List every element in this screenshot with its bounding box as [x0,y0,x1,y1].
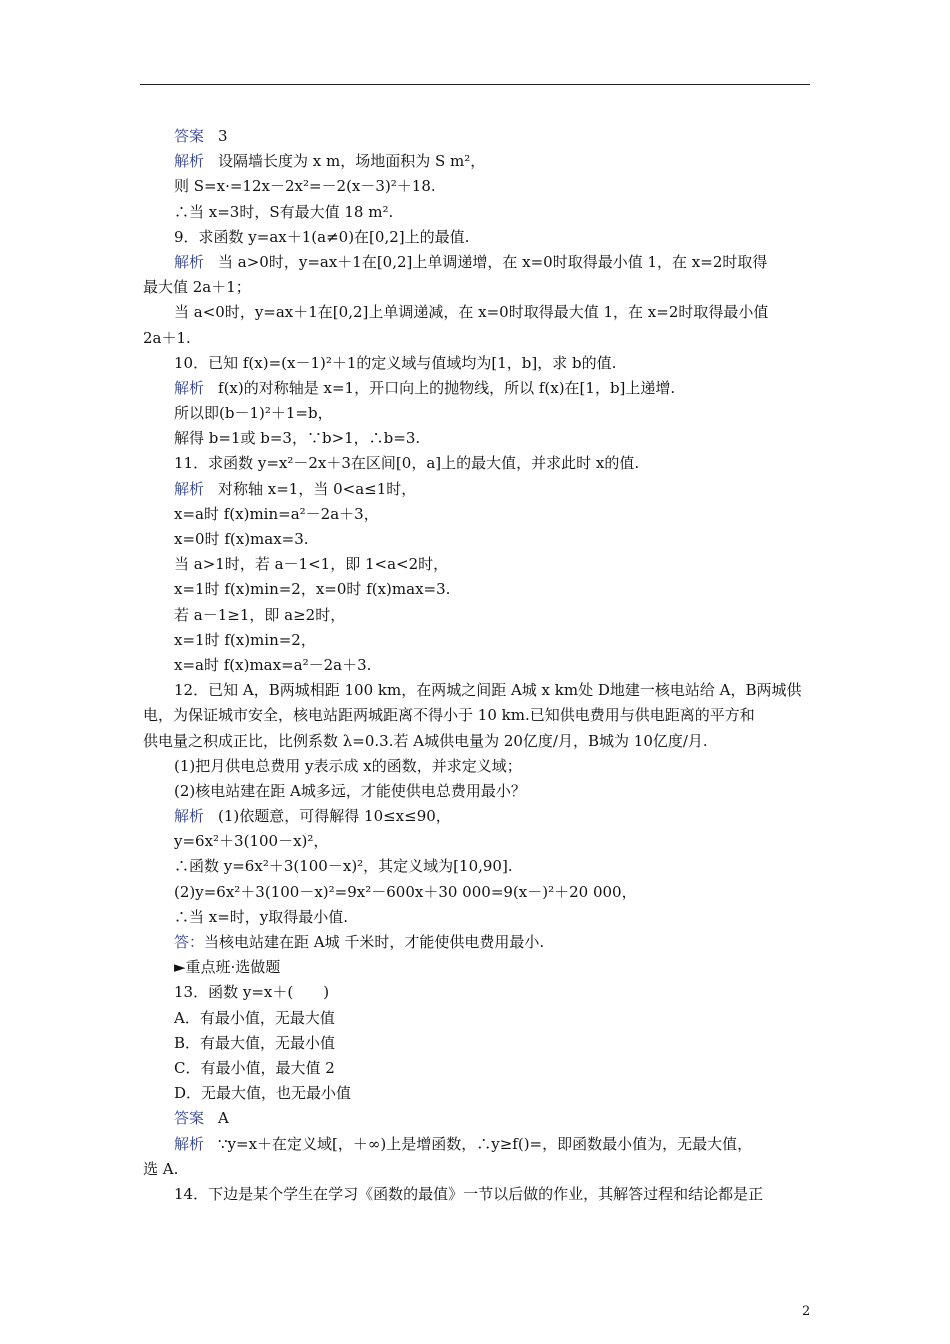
text-line [143,854,813,879]
text-line [143,1132,813,1157]
text-line [143,653,813,678]
text-line [143,603,813,628]
line-text: C．有最小值，最大值 2 [174,1058,335,1077]
text-line [143,552,813,577]
line-text: 解得 b=1或 b=3，∵b>1，∴b=3. [174,429,421,448]
line-label: 解析 [174,252,205,271]
line-label: 答： [174,933,205,951]
line-text: 3 [218,127,228,145]
line-text: 当 a<0时，y=ax＋1在[0,2]上单调递减，在 x=0时取得最大值 1，在 x=2时取得最小值 [174,303,769,322]
text-line [143,149,813,174]
line-text: (2)y=6x²＋3(100－x)²=9x²－600x＋30 000=9(x－)²＋20 000， [174,882,637,901]
line-text: 所以即(b－1)²＋1=b， [174,404,333,423]
line-label: 答案 [174,1109,205,1128]
line-text: x=0时 f(x)max=3. [174,530,309,548]
text-line [143,451,813,476]
line-text: (1)把月供电总费用 y表示成 x的函数，并求定义域； [174,756,522,775]
line-text: x=1时 f(x)min=2，x=0时 f(x)max=3. [174,580,451,599]
text-line [143,905,813,930]
text-line [143,678,813,703]
text-line [143,502,813,527]
text-line [143,1106,813,1131]
line-text: A [218,1109,229,1128]
text-line [143,703,813,728]
line-text: ∵y=x＋在定义域[，＋∞)上是增函数，∴y≥f()=，即函数最小值为，无最大值， [218,1134,753,1153]
line-text: 若 a－1≥1，即 a≥2时， [174,605,346,624]
line-text: 12．已知 A，B两城相距 100 km，在两城之间距 A城 x km处 D地建一核电站给 A，B两城供 [174,681,802,700]
text-line [143,1157,813,1182]
line-text: ∴函数 y=6x²＋3(100－x)²，其定义域为[10,90]. [174,857,513,876]
text-line [143,804,813,829]
text-line [143,955,813,980]
text-line [143,1056,813,1081]
line-text: 9．求函数 y=ax＋1(a≠0)在[0,2]上的最值. [174,227,470,246]
line-text: x=1时 f(x)min=2， [174,630,316,649]
text-line [143,351,813,376]
text-line [143,1182,813,1207]
line-text: (2)核电站建在距 A城多远，才能使供电总费用最小？ [174,781,526,800]
line-label: 解析 [174,152,205,171]
text-line [143,880,813,905]
text-line [143,1006,813,1031]
line-label: 解析 [174,1134,205,1153]
page-number: 2 [802,1304,811,1319]
line-text: 最大值 2a＋1； [143,278,251,297]
line-text: D．无最大值，也无最小值 [174,1084,352,1103]
text-line [143,225,813,250]
text-line [143,980,813,1005]
line-text: ►重点班·选做题 [174,958,281,977]
text-line [143,829,813,854]
text-line [143,174,813,199]
line-text: 当核电站建在距 A城 千米时，才能使供电费用最小. [204,933,545,951]
line-label: 解析 [174,807,205,826]
text-line [143,300,813,325]
line-text: B．有最大值，无最小值 [174,1033,336,1052]
text-line [143,779,813,804]
text-line [143,124,813,149]
line-text: y=6x²＋3(100－x)²， [174,832,329,851]
line-text: 14．下边是某个学生在学习《函数的最值》一节以后做的作业，其解答过程和结论都是正 [174,1184,764,1203]
line-text: x=a时 f(x)min=a²－2a＋3， [174,504,379,523]
line-text: 电，为保证城市安全，核电站距两城距离不得小于 10 km.已知供电费用与供电距离的平方和 [143,706,755,725]
line-text: 选 A. [143,1159,179,1178]
line-text: f(x)的对称轴是 x=1，开口向上的抛物线，所以 f(x)在[1，b]上递增. [218,378,676,397]
line-text: 当 a>0时，y=ax＋1在[0,2]上单调递增，在 x=0时取得最小值 1，在 x=2时取得 [218,252,768,271]
text-line [143,426,813,451]
line-label: 解析 [174,479,205,498]
line-text: 11．求函数 y=x²－2x＋3在区间[0，a]上的最大值，并求此时 x的值. [174,454,640,473]
text-line [143,1031,813,1056]
text-line [143,577,813,602]
text-line [143,250,813,275]
text-line [143,1081,813,1106]
text-line [143,275,813,300]
text-line [143,200,813,225]
text-line [143,326,813,351]
line-text: 对称轴 x=1，当 0<a≤1时， [218,479,417,498]
line-text: ∴当 x=3时，S有最大值 18 m². [174,202,394,221]
line-text: 13．函数 y=x＋( ) [174,983,330,1002]
line-text: 10．已知 f(x)=(x－1)²＋1的定义域与值域均为[1，b]，求 b的值. [174,353,617,372]
header-rule [140,84,810,85]
line-text: (1)依题意，可得解得 10≤x≤90， [218,807,451,826]
text-line [143,930,813,955]
text-line [143,477,813,502]
line-text: 当 a>1时，若 a－1<1，即 1<a<2时， [174,555,449,574]
line-label: 解析 [174,378,205,397]
text-line [143,754,813,779]
line-text: A．有最小值，无最大值 [174,1008,335,1027]
line-label: 答案 [174,127,205,145]
line-text: 则 S=x·=12x－2x²=－2(x－3)²＋18. [174,177,436,196]
line-text: x=a时 f(x)max=a²－2a＋3. [174,655,372,674]
line-text: ∴当 x=时，y取得最小值. [174,907,349,926]
line-text: 2a＋1. [143,328,191,347]
text-line [143,376,813,401]
line-text: 设隔墙长度为 x m，场地面积为 S m²， [218,152,486,171]
text-line [143,401,813,426]
text-line [143,628,813,653]
line-text: 供电量之积成正比，比例系数 λ=0.3.若 A城供电量为 20亿度/月，B城为 10亿度/月. [143,731,708,750]
text-line [143,527,813,552]
text-line [143,729,813,754]
document-body [143,124,813,1207]
